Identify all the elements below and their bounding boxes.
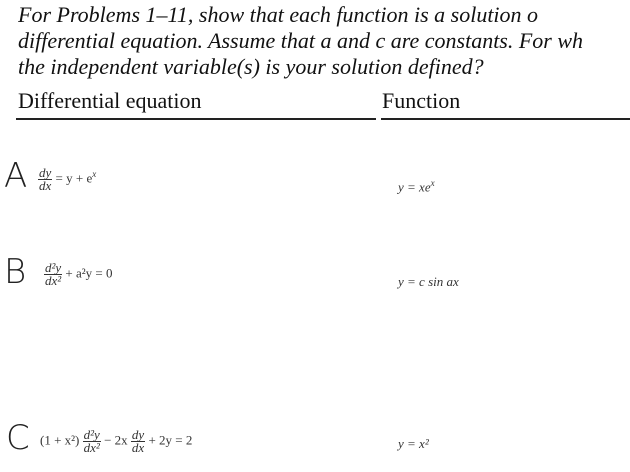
handwritten-label-a: A	[4, 156, 28, 196]
fraction-dy-dx: $\frac{dy}{dx}$	[39, 165, 52, 193]
header-underline-right	[381, 118, 630, 120]
problem-instructions	[18, 2, 630, 80]
fraction-d2y-dx2: $\frac{\text{d²y}}{\text{dx²}}$	[83, 427, 100, 455]
instruction-line-2: differential equation. Assume that a and c are constants. For wh	[18, 28, 584, 53]
instruction-line-1: For Problems 1–11, show that each function is a solution o	[18, 2, 539, 27]
column-header-function: Function	[382, 88, 461, 113]
function-c: y = x²	[398, 436, 429, 451]
fraction-dy-dx: $\frac{dy}{dx}$	[131, 427, 145, 455]
handwritten-label-c: C	[6, 418, 30, 458]
equation-b-rest: + a²y = 0	[65, 265, 113, 281]
equation-a-exponent: x	[92, 169, 97, 180]
equation-b	[44, 262, 113, 287]
instruction-line-3: the independent variable(s) is your solution defined?	[18, 54, 484, 79]
function-a: $y = xe^x$	[398, 178, 435, 195]
equation-a	[38, 167, 96, 192]
function-b: y = c sin ax	[398, 274, 459, 289]
equation-c	[40, 429, 192, 454]
column-header-differential-equation: Differential equation	[18, 88, 202, 113]
equation-c-prefix: (1 + x²)	[40, 432, 80, 448]
handwritten-label-b: B	[4, 252, 27, 292]
header-underline-left	[16, 118, 376, 120]
equation-a-rest: = y + e	[55, 170, 93, 186]
equation-c-middle: − 2x	[104, 432, 128, 448]
fraction-d2y-dx2: $\frac{\text{d²y}}{\text{dx²}}$	[45, 260, 62, 288]
equation-c-rest: + 2y = 2	[148, 432, 193, 448]
